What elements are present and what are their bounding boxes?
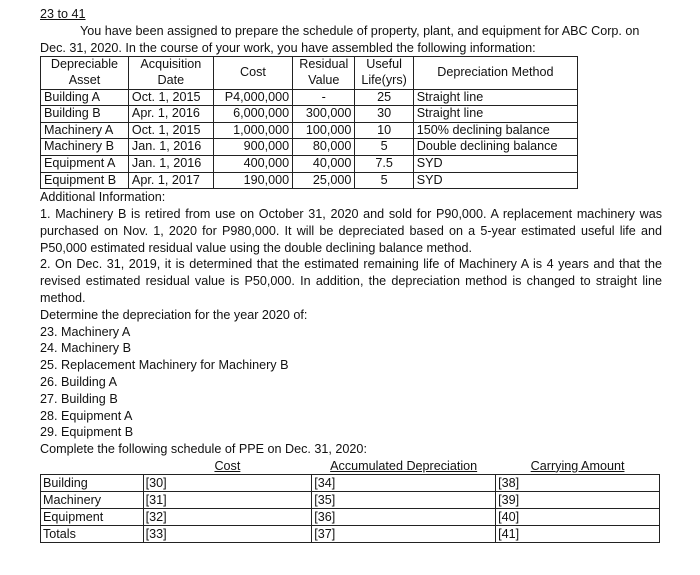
ppe-cost-cell: [30] [143,474,312,491]
cell-residual: 25,000 [293,172,355,189]
cell-residual: 100,000 [293,122,355,139]
ppe-row-label: Totals [41,525,144,542]
determine-label: Determine the depreciation for the year 2020 of: [40,307,308,322]
cell-date: Jan. 1, 2016 [128,139,213,156]
ppe-accum-cell: [36] [312,508,496,525]
ppe-cost-cell: [31] [143,491,312,508]
table-row [41,155,578,172]
cell-asset: Machinery B [41,139,129,156]
cell-date: Oct. 1, 2015 [128,89,213,106]
cell-life: 7.5 [355,155,413,172]
ppe-accum-cell: [35] [312,491,496,508]
table-row [41,122,578,139]
ppe-accum-cell: [34] [312,474,496,491]
ppe-carrying-cell: [38] [496,474,660,491]
cell-life: 5 [355,139,413,156]
cell-life: 10 [355,122,413,139]
table-row [41,508,660,525]
table-row [41,139,578,156]
ppe-row-label: Building [41,474,144,491]
ppe-cost-cell: [32] [143,508,312,525]
list-item: 24. Machinery B [40,341,131,356]
header-method: Depreciation Method [413,57,577,89]
cell-cost: 400,000 [213,155,292,172]
complete-label: Complete the following schedule of PPE on Dec. 31, 2020: [40,442,367,457]
asset-table-header [41,57,578,89]
ppe-row-label: Equipment [41,508,144,525]
info-paragraph-1: 1. Machinery B is retired from use on October 31, 2020 and sold for P90,000. A replacement machinery was purchased on Nov. 1, 2020 for P980,000. It will be depreciated based on a 5-year estimated useful life and P50,000 estimated residual value using the double declining balance method. [40,206,662,255]
cell-date: Apr. 1, 2016 [128,106,213,123]
list-item: 29. Equipment B [40,425,134,440]
header-cost: Cost [213,57,292,89]
cell-date: Oct. 1, 2015 [128,122,213,139]
cell-cost: P4,000,000 [213,89,292,106]
cell-method: Straight line [413,89,577,106]
ppe-carrying-cell: [40] [496,508,660,525]
list-item: 28. Equipment A [40,408,133,423]
ppe-accum-cell: [37] [312,525,496,542]
cell-cost: 190,000 [213,172,292,189]
cell-life: 30 [355,106,413,123]
ppe-header [41,458,660,475]
cell-asset: Equipment B [41,172,129,189]
cell-asset: Building A [41,89,129,106]
cell-method: Straight line [413,106,577,123]
asset-table [40,56,578,189]
table-row [41,106,578,123]
table-row [41,172,578,189]
cell-residual: - [293,89,355,106]
header-ppe-accum: Accumulated Depreciation [330,458,478,473]
question-list [40,324,662,442]
cell-method: Double declining balance [413,139,577,156]
cell-cost: 900,000 [213,139,292,156]
cell-asset: Building B [41,106,129,123]
header-life: Useful Life(yrs) [355,57,413,89]
problem-page [40,6,662,543]
cell-residual: 300,000 [293,106,355,123]
intro-line-2: Dec. 31, 2020. In the course of your work, you have assembled the following information: [40,40,536,55]
cell-residual: 40,000 [293,155,355,172]
list-item: 23. Machinery A [40,324,131,339]
cell-life: 5 [355,172,413,189]
table-row [41,474,660,491]
ppe-carrying-cell: [39] [496,491,660,508]
header-asset: Depreciable Asset [41,57,129,89]
header-date: Acquisition Date [128,57,213,89]
cell-asset: Equipment A [41,155,129,172]
ppe-row-label: Machinery [41,491,144,508]
problem-heading: 23 to 41 [40,7,86,21]
cell-residual: 80,000 [293,139,355,156]
cell-date: Apr. 1, 2017 [128,172,213,189]
cell-date: Jan. 1, 2016 [128,155,213,172]
header-ppe-cost: Cost [214,458,241,473]
table-row [41,491,660,508]
intro-line-1: You have been assigned to prepare the schedule of property, plant, and equipment for ABC Corp. on [80,23,640,38]
cell-cost: 1,000,000 [213,122,292,139]
cell-method: SYD [413,172,577,189]
ppe-cost-cell: [33] [143,525,312,542]
cell-cost: 6,000,000 [213,106,292,123]
cell-method: 150% declining balance [413,122,577,139]
list-item: 27. Building B [40,391,118,406]
cell-method: SYD [413,155,577,172]
list-item: 25. Replacement Machinery for Machinery B [40,358,289,373]
table-row [41,525,660,542]
info-paragraph-2: 2. On Dec. 31, 2019, it is determined that the estimated remaining life of Machinery A is 4 years and that the revised estimated residual value is P50,000. In addition, the depreciation method is changed to straight line method. [40,257,662,305]
ppe-carrying-cell: [41] [496,525,660,542]
ppe-schedule-table [40,458,660,543]
header-residual: Residual Value [293,57,355,89]
additional-info-label: Additional Information: [40,190,166,205]
cell-life: 25 [355,89,413,106]
header-ppe-carrying: Carrying Amount [530,458,625,473]
cell-asset: Machinery A [41,122,129,139]
list-item: 26. Building A [40,374,118,389]
table-row [41,89,578,106]
